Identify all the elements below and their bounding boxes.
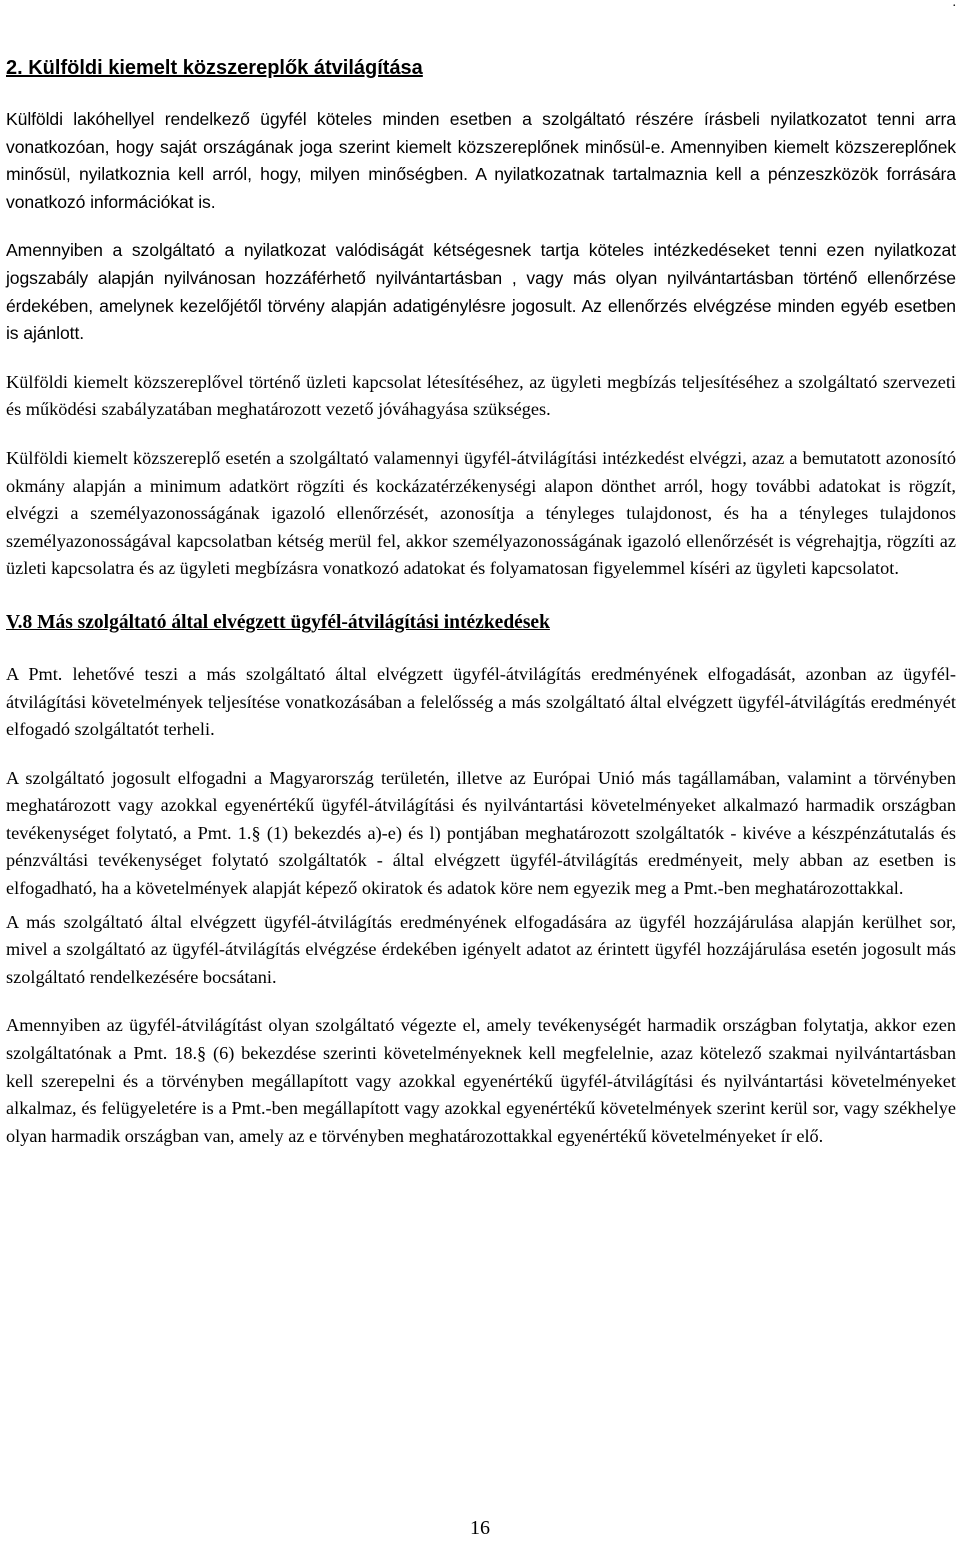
paragraph-manager-approval: Külföldi kiemelt közszereplővel történő üzleti kapcsolat létesítéséhez, az ügyleti megbízás teljesítéséhez a szolgáltató szervezeti és működési szabályzatában meghatározott vezető jóváhagyása szükséges. xyxy=(6,371,956,420)
paragraph-eligible-providers: A szolgáltató jogosult elfogadni a Magyarország területén, illetve az Európai Unió más tagállamában, valamint a törvényben meghatározott vagy azokkal egyenértékű ügyfél-átvilágítási és nyilvántartási követelményeket alkalmazó harmadik országban tevékenységet folytató, a Pmt. 1.§ (1) bekezdés a)-e) és l) pontjában meghatározott szolgáltatók - kivéve a készpénzátutalás és pénzváltási tevékenységet folytató szolgáltatók - által elvégzett ügyfél-átvilágítás eredményeit, mely abban az esetben is elfogadható, ha a követelmények alapját képező okiratok és adatok köre nem egyezik meg a Pmt.-ben meghatározottakkal. xyxy=(6,767,956,899)
page-number: 16 xyxy=(470,1517,490,1539)
paragraph-declaration-verification: Amennyiben a szolgáltató a nyilatkozat valódiságát kétségesnek tartja köteles intézkedéseket tenni ezen nyilatkozat jogszabály alapján nyilvánosan hozzáférhető nyilvántartásban , vagy más olyan nyilvántartásban történő ellenőrzése érdekében, amelynek kezelőjétől törvény alapján adatigénylésre jogosult. Az ellenőrzés elvégzése minden egyéb esetben is ajánlott. xyxy=(6,240,956,344)
paragraph-due-diligence-measures: Külföldi kiemelt közszereplő esetén a szolgáltató valamennyi ügyfél-átvilágítási intézkedést elvégzi, azaz a bemutatott azonosító okmány alapján a minimum adatkört rögzíti és kockázatérzékenységi alapon dönthet arról, hogy további adatokat is rögzít, elvégzi a személyazonosságának igazoló ellenőrzését, azonosítja a tényleges tulajdonost, és ha a tényleges tulajdonos személyazonosságával kapcsolatban kétség merül fel, akkor személyazonosságának igazoló ellenőrzését is végrehajtja, rögzíti az üzleti kapcsolatra és az ügyleti megbízásra vonatkozó adatokat és folyamatosan figyelemmel kíséri az ügyleti kapcsolatot. xyxy=(6,447,956,579)
paragraph-client-consent: A más szolgáltató által elvégzett ügyfél-átvilágítás eredményének elfogadására az ügyfél hozzájárulása alapján kerülhet sor, mivel a szolgáltató az ügyfél-átvilágítás elvégzése érdekében igényelt adatot az érintett ügyfél hozzájárulása esetén jogosult más szolgáltató rendelkezésére bocsátani. xyxy=(6,911,956,987)
document-page xyxy=(6,54,956,1150)
section-title: 2. Külföldi kiemelt közszereplők átvilágítása xyxy=(6,57,423,79)
paragraph-third-country: Amennyiben az ügyfél-átvilágítást olyan szolgáltató végezte el, amely tevékenységét harmadik országban folytatja, akkor ezen szolgáltatónak a Pmt. 18.§ (6) bekezdése szerinti követelményeknek kell megfelelnie, azaz kötelező szakmai nyilvántartásban kell szerepelni és a törvényben megállapított vagy azokkal egyenértékű ügyfél-átvilágítási és nyilvántartási követelményeket alkalmaz, és felügyeletére is a Pmt.-ben megállapított vagy azokkal egyenértékű követelmények szerint kerül sor, vagy székhelye olyan harmadik országban van, amely az e törvényben meghatározottakkal egyenértékű követelményeket ír elő. xyxy=(6,1015,956,1146)
paragraph-pmt-acceptance: A Pmt. lehetővé teszi a más szolgáltató által elvégzett ügyfél-átvilágítás eredményének elfogadását, azonban az ügyfél-átvilágítási követelmények teljesítése vonatkozásában a felelősség a más szolgáltató által elvégzett ügyfél-átvilágítás eredményét elfogadó szolgáltatót terheli. xyxy=(6,663,956,740)
subsection-title: V.8 Más szolgáltató által elvégzett ügyfél-átvilágítási intézkedések xyxy=(6,611,550,633)
paragraph-foreign-residence: Külföldi lakóhellyel rendelkező ügyfél köteles minden esetben a szolgáltató részére írásbeli nyilatkozatot tenni arra vonatkozóan, hogy saját országának joga szerint kiemelt közszereplőnek minősül-e. Amennyiben kiemelt közszereplőnek minősül, nyilatkoznia kell arról, hogy, milyen minőségben. A nyilatkozatnak tartalmaznia kell a pénzeszközök forrására vonatkozó információkat is. xyxy=(6,109,956,212)
corner-mark: . xyxy=(952,0,956,10)
